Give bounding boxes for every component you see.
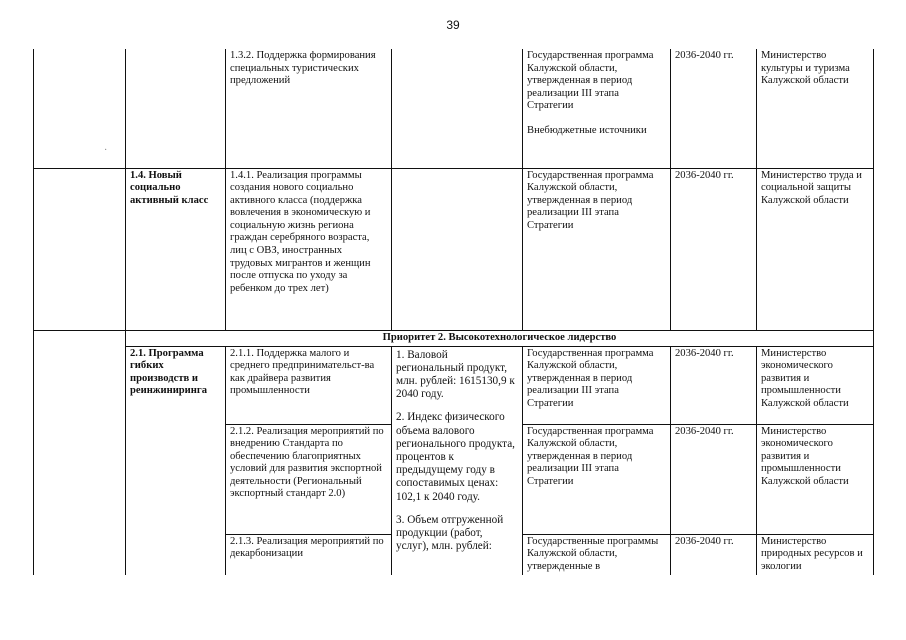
measure-cell: 2.1.2. Реализация мероприятий по внедрению Стандарта по обеспечению благоприятных условий для развития экспортной деятельности (Региональный экспортный стандарт 2.0) <box>226 424 392 534</box>
source-cell <box>523 49 671 168</box>
source-main-text: Государственная программа Калужской области, утвержденная в период реализации III этапа Стратегии <box>527 50 654 112</box>
strategy-measures-table <box>33 49 874 575</box>
source-cell: Государственные программы Калужской области, утвержденные в <box>523 534 671 575</box>
source-cell: Государственная программа Калужской области, утвержденная в период реализации III этапа Стратегии <box>523 346 671 424</box>
indicator-cell <box>392 49 523 168</box>
period-cell: 2036-2040 гг. <box>671 346 757 424</box>
executor-cell: Министерство труда и социальной защиты Калужской области <box>757 168 874 330</box>
source-cell: Государственная программа Калужской области, утвержденная в период реализации III этапа Стратегии <box>523 168 671 330</box>
measure-cell: 2.1.3. Реализация мероприятий по декарбонизации <box>226 534 392 575</box>
row-number-cell <box>34 330 126 575</box>
indicator-cell <box>392 168 523 330</box>
indicator-3: 3. Объем отгруженной продукции (работ, услуг), млн. рублей: <box>396 513 504 553</box>
measure-cell: 2.1.1. Поддержка малого и среднего предпринимательст-ва как драйвера развития промышленности <box>226 346 392 424</box>
margin-mark: · <box>104 145 108 156</box>
executor-cell: Министерство природных ресурсов и экологии <box>757 534 874 575</box>
source-cell: Государственная программа Калужской области, утвержденная в период реализации III этапа Стратегии <box>523 424 671 534</box>
table-row <box>34 49 874 168</box>
row-number-cell <box>34 168 126 330</box>
row-number-cell <box>34 49 126 168</box>
indicator-1: 1. Валовой региональный продукт, млн. рублей: 1615130,9 к 2040 году. <box>396 348 515 401</box>
priority-header-row <box>34 330 874 346</box>
direction-cell: 1.4. Новый социально активный класс <box>126 168 226 330</box>
source-extra-text: Внебюджетные источники <box>527 124 647 136</box>
measure-cell: 1.4.1. Реализация программы создания нового социально активного класса (поддержка вовлечения в экономическую и социальную жизнь региона граждан серебряного возраста, лиц с ОВЗ, иностранных трудовых мигрантов и женщин после отпуска по уходу за ребенком до трех лет) <box>226 168 392 330</box>
period-cell: 2036-2040 гг. <box>671 168 757 330</box>
priority-title: Приоритет 2. Высокотехнологическое лидерство <box>126 330 874 346</box>
table-row <box>34 346 874 424</box>
measure-cell: 1.3.2. Поддержка формирования специальных туристических предложений <box>226 49 392 168</box>
direction-cell: 2.1. Программа гибких производств и реинжиниринга <box>126 346 226 575</box>
indicators-cell <box>392 346 523 575</box>
table-row <box>34 168 874 330</box>
indicator-2: 2. Индекс физического объема валового регионального продукта, процентов к предыдущему году в сопоставимых ценах: 102,1 к 2040 году. <box>396 411 515 503</box>
period-cell: 2036-2040 гг. <box>671 49 757 168</box>
period-cell: 2036-2040 гг. <box>671 424 757 534</box>
period-cell: 2036-2040 гг. <box>671 534 757 575</box>
executor-cell: Министерство экономического развития и промышленности Калужской области <box>757 424 874 534</box>
executor-cell: Министерство экономического развития и промышленности Калужской области <box>757 346 874 424</box>
page-number: 39 <box>446 18 460 32</box>
direction-cell <box>126 49 226 168</box>
executor-cell: Министерство культуры и туризма Калужской области <box>757 49 874 168</box>
